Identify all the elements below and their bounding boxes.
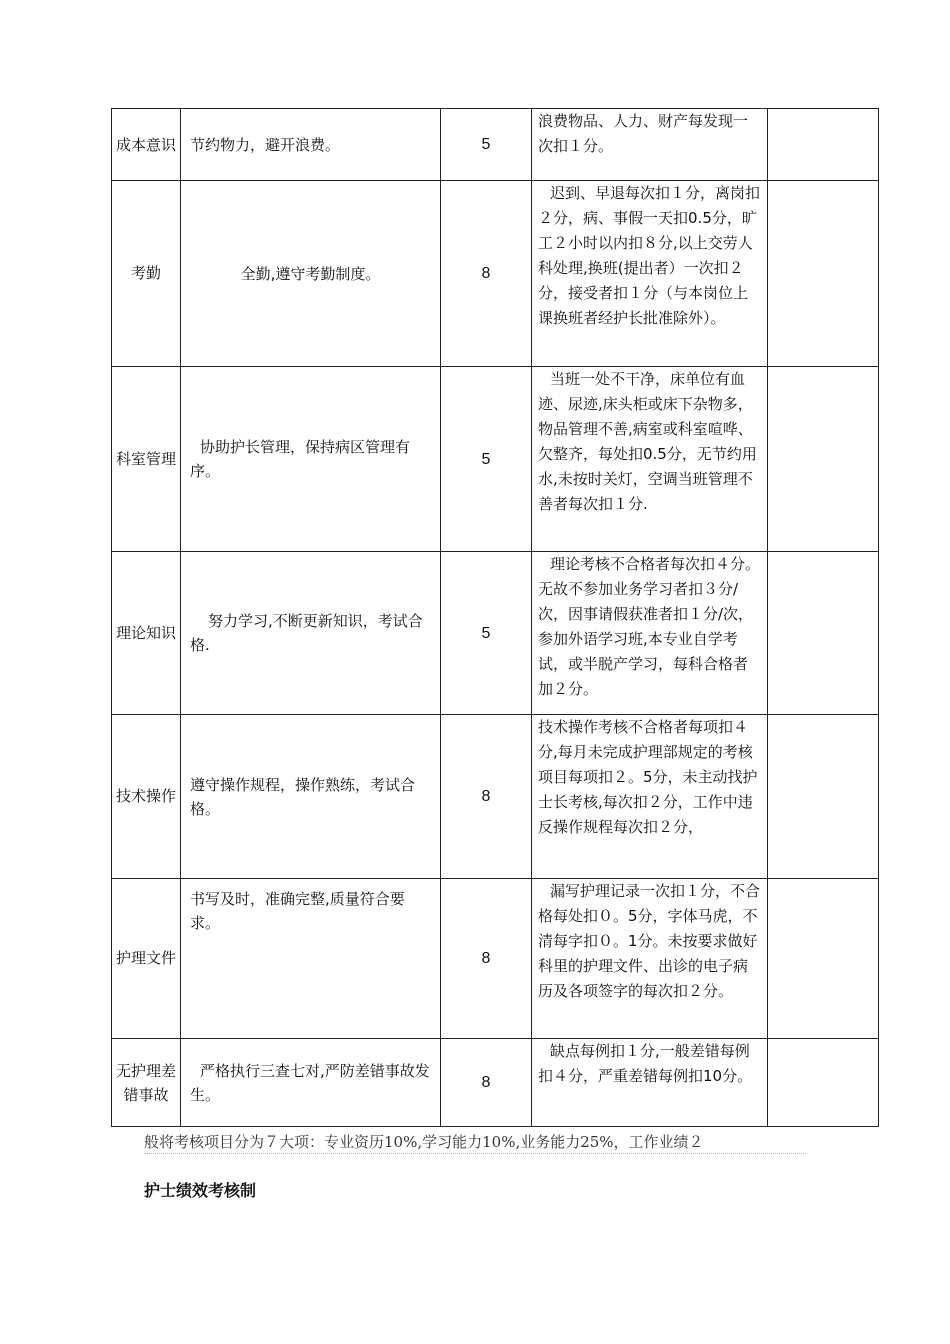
score-cell	[768, 879, 879, 1039]
document-title: 护士绩效考核制	[144, 1181, 257, 1200]
item-name-cell: 科室管理	[112, 367, 181, 552]
requirement-cell: 全勤,遵守考勤制度。	[181, 181, 441, 367]
score-cell	[768, 181, 879, 367]
deduction-rule-cell: 当班一处不干净，床单位有血迹、尿迹,床头柜或床下杂物多，物品管理不善,病室或科室喧哗、欠整齐，每处扣0.5分，无节约用水,未按时关灯，空调当班管理不善者每次扣１分.	[532, 367, 768, 552]
score-cell	[768, 109, 879, 181]
requirement-cell: 书写及时，准确完整,质量符合要求。	[181, 879, 441, 1039]
requirement-cell: 严格执行三查七对,严防差错事故发生。	[181, 1039, 441, 1127]
item-name-cell: 考勤	[112, 181, 181, 367]
table-row	[112, 715, 879, 879]
assessment-table	[111, 108, 879, 1127]
item-name-cell: 理论知识	[112, 552, 181, 715]
item-name-cell: 无护理差错事故	[112, 1039, 181, 1127]
table-row	[112, 109, 879, 181]
requirement-cell: 努力学习,不断更新知识，考试合格.	[181, 552, 441, 715]
table-row	[112, 879, 879, 1039]
score-cell	[768, 1039, 879, 1127]
table-row	[112, 181, 879, 367]
points-cell: 8	[441, 181, 532, 367]
item-name-cell: 护理文件	[112, 879, 181, 1039]
requirement-cell: 遵守操作规程，操作熟练，考试合格。	[181, 715, 441, 879]
points-cell: 5	[441, 109, 532, 181]
points-cell: 5	[441, 552, 532, 715]
points-cell: 8	[441, 1039, 532, 1127]
score-cell	[768, 552, 879, 715]
deduction-rule-cell: 漏写护理记录一次扣１分，不合格每处扣０。5分，字体马虎，不清每字扣０。1分。未按要求做好科里的护理文件、出诊的电子病历及各项签字的每次扣２分。	[532, 879, 768, 1039]
score-cell	[768, 367, 879, 552]
deduction-rule-cell: 理论考核不合格者每次扣４分。无故不参加业务学习者扣３分/次，因事请假获准者扣１分/次，参加外语学习班,本专业自学考试，或半脱产学习，每科合格者加２分。	[532, 552, 768, 715]
item-name-cell: 技术操作	[112, 715, 181, 879]
requirement-cell: 协助护长管理，保持病区管理有序。	[181, 367, 441, 552]
footnote-text: 般将考核项目分为７大项：专业资历10%,学习能力10%,业务能力25%，工作业绩２	[144, 1131, 806, 1154]
points-cell: 8	[441, 715, 532, 879]
table-row	[112, 552, 879, 715]
score-cell	[768, 715, 879, 879]
deduction-rule-cell: 技术操作考核不合格者每项扣４分,每月未完成护理部规定的考核项目每项扣２。5分，未主动找护士长考核,每次扣２分，工作中违反操作规程每次扣２分，	[532, 715, 768, 879]
item-name-cell: 成本意识	[112, 109, 181, 181]
deduction-rule-cell: 迟到、早退每次扣１分，离岗扣２分，病、事假一天扣0.5分，旷工２小时以内扣８分,以上交劳人科处理,换班(提出者）一次扣２分，接受者扣１分（与本岗位上课换班者经护长批准除外）。	[532, 181, 768, 367]
requirement-cell: 节约物力，避开浪费。	[181, 109, 441, 181]
deduction-rule-cell: 缺点每例扣１分,一般差错每例扣４分，严重差错每例扣10分。	[532, 1039, 768, 1127]
points-cell: 8	[441, 879, 532, 1039]
table-row	[112, 1039, 879, 1127]
points-cell: 5	[441, 367, 532, 552]
deduction-rule-cell: 浪费物品、人力、财产每发现一次扣１分。	[532, 109, 768, 181]
table-row	[112, 367, 879, 552]
